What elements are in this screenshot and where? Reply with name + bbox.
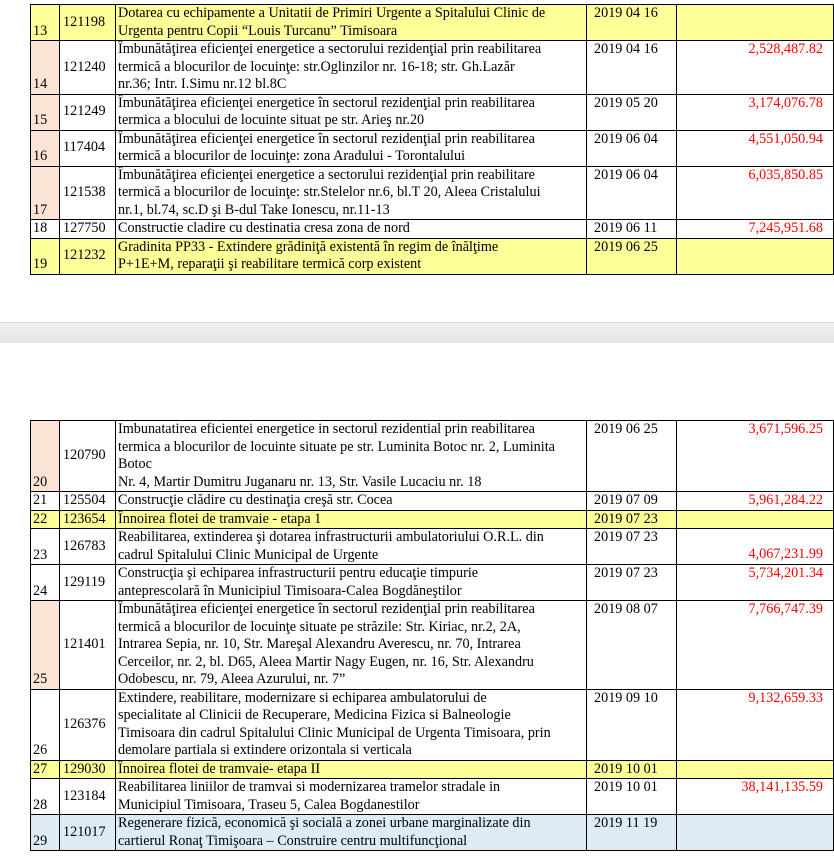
project-amount — [677, 421, 834, 492]
row-number: 28 — [31, 779, 60, 815]
description-line: Timisoara din cadrul Spitalului Clinic Municipal de Urgenta Timisoara, prin — [118, 724, 551, 741]
table-row — [31, 760, 834, 779]
amount-value: 5,734,201.34 — [748, 565, 823, 581]
description-line: P+1E+M, reparaţii şi reabilitare termică corp existent — [118, 256, 422, 272]
project-date: 2019 10 01 — [587, 760, 677, 779]
description-line: termică a blocurilor de locuinţe: zona Aradului - Torontalului — [118, 148, 466, 164]
project-description — [116, 130, 587, 166]
project-code: 127750 — [60, 220, 116, 239]
description-line: Îmbunătăţirea eficienţei energetice în sectorul rezidenţial prin reabilitarea — [118, 94, 535, 111]
project-amount — [677, 166, 834, 220]
description-line: anteprescolară în Municipiul Timisoara-Calea Bogdăneştilor — [118, 582, 462, 599]
project-date: 2019 06 11 — [587, 220, 677, 239]
description-line: termică a blocurilor de locuinţe: str.Stelelor nr.6, bl.T 20, Aleea Cristalului — [118, 184, 541, 200]
table-row — [31, 41, 834, 95]
project-description — [116, 238, 587, 274]
description-line: nr.36; Intr. I.Simu nr.12 bl.8C — [118, 76, 287, 92]
project-code: 123184 — [60, 779, 116, 815]
project-description — [116, 220, 587, 239]
table-row — [31, 689, 834, 760]
project-code: 121232 — [60, 238, 116, 274]
row-number: 25 — [31, 601, 60, 690]
project-code: 126376 — [60, 689, 116, 760]
table-row — [31, 815, 834, 851]
table-row — [31, 779, 834, 815]
project-amount — [677, 760, 834, 779]
project-code: 121017 — [60, 815, 116, 851]
project-description — [116, 510, 587, 529]
project-description — [116, 689, 587, 760]
description-line: Îmbunătăţirea eficienţei energetice a sectorului rezidenţial prin reabilitare — [118, 166, 535, 183]
project-amount — [677, 220, 834, 239]
project-code: 120790 — [60, 421, 116, 492]
row-number: 16 — [31, 130, 60, 166]
amount-value: 2,528,487.82 — [748, 41, 823, 57]
project-date: 2019 04 16 — [587, 5, 677, 41]
table-row — [31, 238, 834, 274]
description-line: Municipiul Timisoara, Traseu 5, Calea Bogdanestilor — [118, 796, 420, 813]
project-amount — [677, 601, 834, 690]
description-line: Dotarea cu echipamente a Unitatii de Primiri Urgente a Spitalului Clinic de — [118, 5, 546, 21]
description-line: Cerceilor, nr. 2, bl. D65, Aleea Martir Nagy Eugen, nr. 16, Str. Alexandru — [118, 653, 534, 670]
project-date: 2019 07 23 — [587, 565, 677, 601]
description-line: Reabilitarea, extinderea şi dotarea infrastructurii ambulatoriului O.R.L. din — [118, 529, 544, 545]
table-row — [31, 601, 834, 690]
project-amount — [677, 815, 834, 851]
description-line: termica a blocului de locuinte situat pe str. Arieş nr.20 — [118, 112, 425, 128]
amount-value: 5,961,284.22 — [748, 492, 823, 508]
project-code: 121538 — [60, 166, 116, 220]
project-amount — [677, 5, 834, 41]
table-row — [31, 565, 834, 601]
amount-value: 4,067,231.99 — [748, 546, 823, 562]
projects-table-page-1 — [30, 4, 834, 275]
project-amount — [677, 94, 834, 130]
description-line: Urgenta pentru Copii “Louis Turcanu” Timisoara — [118, 22, 398, 39]
project-amount — [677, 238, 834, 274]
project-description — [116, 94, 587, 130]
table-row — [31, 421, 834, 492]
description-line: Odobescu, nr. 79, Aleea Azurului, nr. 7” — [118, 671, 346, 687]
description-line: nr.1, bl.74, sc.D şi B-dul Take Ionescu, nr.11-13 — [118, 201, 390, 218]
row-number: 18 — [31, 220, 60, 239]
description-line: termica a blocurilor de locuinte situate pe str. Luminita Botoc nr. 2, Luminita Botoc — [118, 438, 555, 472]
row-number: 26 — [31, 689, 60, 760]
table-row — [31, 220, 834, 239]
description-line: Îmbunătăţirea eficienţei energetice în sectorul rezidenţial prin reabilitarea — [118, 130, 535, 147]
project-date: 2019 08 07 — [587, 601, 677, 690]
project-code: 129119 — [60, 565, 116, 601]
project-description — [116, 41, 587, 95]
project-date: 2019 11 19 — [587, 815, 677, 851]
row-number: 29 — [31, 815, 60, 851]
row-number: 15 — [31, 94, 60, 130]
description-line: cartierul Ronaţ Timişoara – Construire centru multifuncţional — [118, 832, 468, 849]
project-description — [116, 5, 587, 41]
amount-value: 38,141,135.59 — [741, 779, 823, 795]
page-separator — [0, 322, 834, 344]
row-number: 19 — [31, 238, 60, 274]
project-date: 2019 06 04 — [587, 166, 677, 220]
amount-value: 4,551,050.94 — [748, 130, 823, 147]
row-number: 20 — [31, 421, 60, 492]
table-row — [31, 529, 834, 565]
project-amount — [677, 41, 834, 95]
project-description — [116, 601, 587, 690]
project-code: 123654 — [60, 510, 116, 529]
row-number: 23 — [31, 529, 60, 565]
project-date: 2019 05 20 — [587, 94, 677, 130]
description-line: Nr. 4, Martir Dumitru Juganaru nr. 13, Str. Vasile Lucaciu nr. 18 — [118, 473, 482, 490]
description-line: Extindere, reabilitare, modernizare si echiparea ambulatorului de — [118, 689, 487, 706]
description-line: Construcţia şi echiparea infrastructurii pentru educaţie timpurie — [118, 565, 479, 581]
description-line: Îmbunătăţirea eficienţei energetice a sectorului rezidenţial prin reabilitarea — [118, 41, 542, 57]
project-date: 2019 07 09 — [587, 492, 677, 511]
document-page-1 — [0, 0, 834, 322]
description-line: Intrarea Sepia, nr. 10, Str. Mareşal Alexandru Averescu, nr. 70, Intrarea — [118, 636, 521, 652]
description-line: termică a blocurilor de locuinţe: str.Oglinzilor nr. 16-18; str. Gh.Lazăr — [118, 58, 515, 75]
row-number: 17 — [31, 166, 60, 220]
project-description — [116, 529, 587, 565]
project-code: 117404 — [60, 130, 116, 166]
project-code: 121401 — [60, 601, 116, 690]
project-code: 121198 — [60, 5, 116, 41]
description-line: Constructie cladire cu destinatia cresa zona de nord — [118, 220, 410, 236]
project-description — [116, 815, 587, 851]
row-number: 13 — [31, 5, 60, 41]
project-code: 129030 — [60, 760, 116, 779]
row-number: 22 — [31, 510, 60, 529]
project-date: 2019 04 16 — [587, 41, 677, 95]
project-description — [116, 421, 587, 492]
description-line: Gradinita PP33 - Extindere grădiniţă existentă în regim de înălţime — [118, 238, 499, 255]
row-number: 27 — [31, 760, 60, 779]
table-row — [31, 492, 834, 511]
projects-table-page-2 — [30, 420, 834, 851]
amount-value: 7,245,951.68 — [748, 220, 823, 236]
project-date: 2019 06 25 — [587, 421, 677, 492]
description-line: demolare partiala si extindere orizontala si verticala — [118, 742, 412, 758]
row-number: 24 — [31, 565, 60, 601]
table-row — [31, 166, 834, 220]
project-date: 2019 10 01 — [587, 779, 677, 815]
project-code: 121249 — [60, 94, 116, 130]
description-line: specialitate al Clinicii de Recuperare, Medicina Fizica si Balneologie — [118, 707, 511, 723]
project-amount — [677, 492, 834, 511]
project-date: 2019 09 10 — [587, 689, 677, 760]
row-number: 14 — [31, 41, 60, 95]
amount-value: 3,671,596.25 — [748, 421, 823, 437]
table-row — [31, 130, 834, 166]
description-line: termică a blocurilor de locuinţe situate pe străzile: Str. Kiriac, nr.2, 2A, — [118, 618, 521, 635]
row-number: 21 — [31, 492, 60, 511]
project-date: 2019 06 04 — [587, 130, 677, 166]
project-amount — [677, 565, 834, 601]
project-code: 125504 — [60, 492, 116, 511]
document-page-2 — [0, 343, 834, 857]
project-description — [116, 565, 587, 601]
table-row — [31, 5, 834, 41]
project-amount — [677, 779, 834, 815]
amount-value: 6,035,850.85 — [748, 166, 823, 183]
table-row — [31, 94, 834, 130]
description-line: Înnoirea flotei de tramvaie - etapa 1 — [118, 510, 322, 527]
project-amount — [677, 529, 834, 565]
project-amount — [677, 130, 834, 166]
amount-value: 7,766,747.39 — [748, 601, 823, 617]
project-amount — [677, 689, 834, 760]
project-description — [116, 166, 587, 220]
project-date: 2019 06 25 — [587, 238, 677, 274]
project-date: 2019 07 23 — [587, 529, 677, 565]
description-line: Regenerare fizică, economică şi socială a zonei urbane marginalizate din — [118, 815, 531, 831]
project-description — [116, 492, 587, 511]
project-code: 126783 — [60, 529, 116, 565]
project-amount — [677, 510, 834, 529]
description-line: Imbunatatirea eficientei energetice in sectorul rezidential prin reabilitarea — [118, 421, 535, 437]
description-line: Reabilitarea liniilor de tramvai si modernizarea tramelor stradale in — [118, 779, 501, 795]
table-row — [31, 510, 834, 529]
description-line: Construcţie clădire cu destinaţia creşă str. Cocea — [118, 492, 393, 508]
description-line: Îmbunătăţirea eficienţei energetice în sectorul rezidenţial prin reabilitarea — [118, 601, 535, 617]
amount-value: 3,174,076.78 — [748, 94, 823, 111]
project-description — [116, 779, 587, 815]
amount-value: 9,132,659.33 — [748, 689, 823, 706]
project-date: 2019 07 23 — [587, 510, 677, 529]
project-description — [116, 760, 587, 779]
description-line: Înnoirea flotei de tramvaie- etapa II — [118, 760, 321, 777]
description-line: cadrul Spitalului Clinic Municipal de Urgente — [118, 546, 379, 563]
project-code: 121240 — [60, 41, 116, 95]
